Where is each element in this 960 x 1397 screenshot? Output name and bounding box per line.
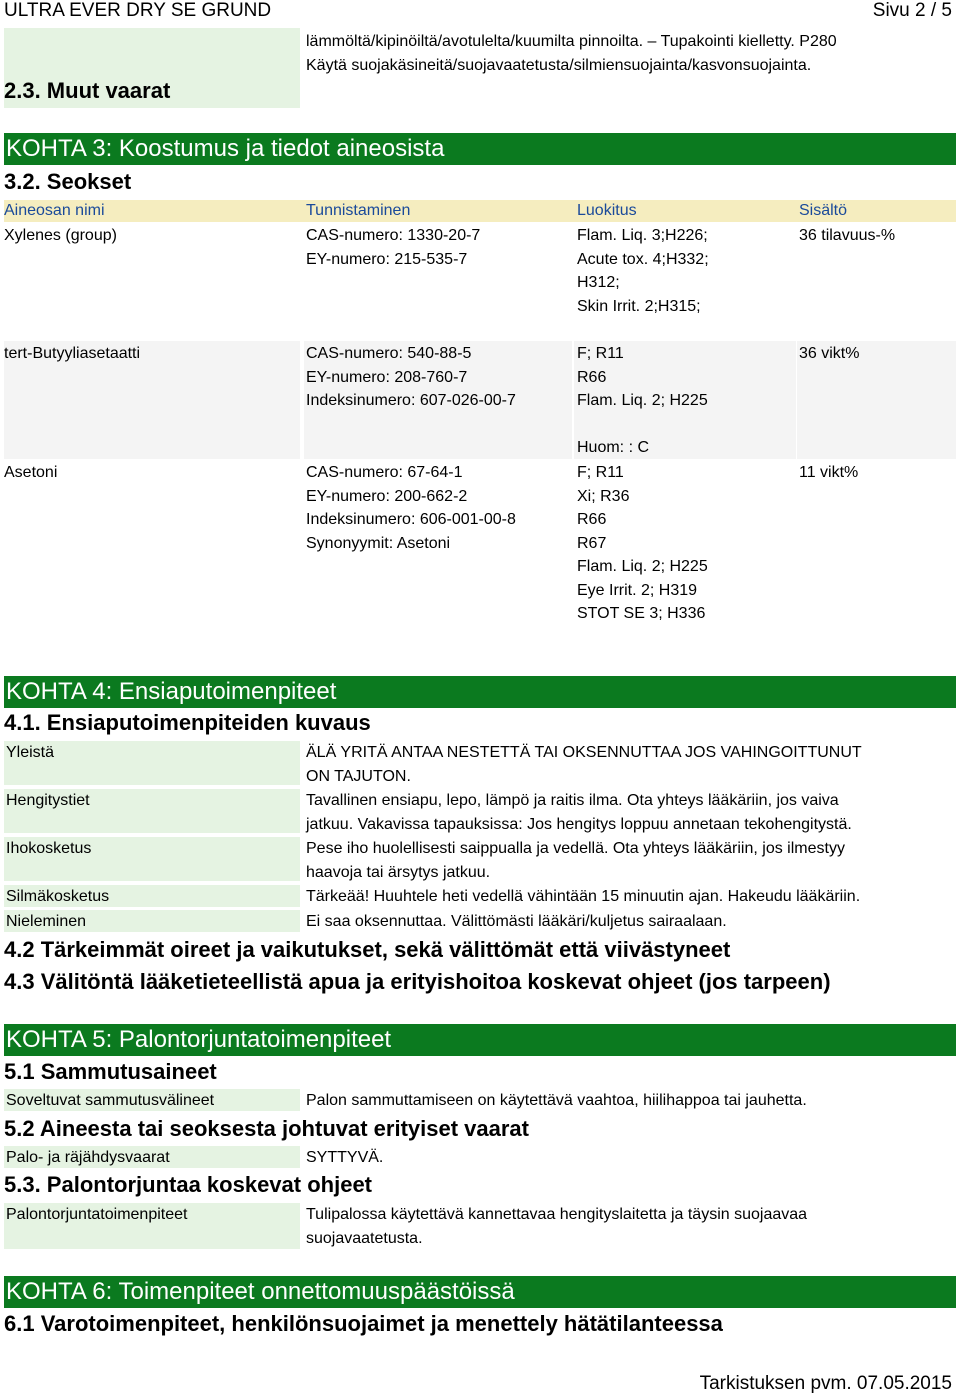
first-aid-text-skin: Pese iho huolellisesti saippualla ja vedellä. Ota yhteys lääkäriin, jos ilmestyy haavoja tai ärsytys jatkuu.: [306, 840, 845, 881]
subsection-3-2-title: 3.2. Seokset: [4, 169, 132, 194]
first-aid-text-inhalation: Tavallinen ensiapu, lepo, lämpö ja raitis ilma. Ota yhteys lääkäriin, jos vaiva jatkuu. Vakavissa tapauksissa: Jos hengitys loppuu annetaan tekohengitystä.: [306, 792, 852, 833]
col-header-name: Aineosan nimi: [4, 202, 105, 219]
section-6-bar: KOHTA 6: Toimenpiteet onnettomuuspäästöissä: [4, 1276, 956, 1308]
section-3-bar: KOHTA 3: Koostumus ja tiedot aineosista: [4, 133, 956, 165]
first-aid-label-ingestion: Nieleminen: [4, 910, 300, 932]
col-header-identification: Tunnistaminen: [306, 202, 411, 219]
first-aid-text-general: ÄLÄ YRITÄ ANTAA NESTETTÄ TAI OKSENNUTTAA JOS VAHINGOITTUNUT ON TAJUTON.: [306, 744, 862, 785]
subsection-4-3-title: 4.3 Välitöntä lääketieteellistä apua ja erityishoitoa koskevat ohjeet (jos tarpeen): [4, 969, 831, 994]
hazard-statements-continued: lämmöltä/kipinöiltä/avotulelta/kuumilta pinnoilta. – Tupakointi kielletty. P280 Käytä suojakäsineitä/suojavaatetusta/silmiensuojainta/kasvonsuojainta.: [306, 33, 837, 74]
subsection-4-2-title: 4.2 Tärkeimmät oireet ja vaikutukset, sekä välittömät että viivästyneet: [4, 937, 731, 962]
subsection-6-1-title: 6.1 Varotoimenpiteet, henkilönsuojaimet ja menettely hätätilanteessa: [4, 1311, 723, 1336]
page-number: Sivu 2 / 5: [872, 0, 952, 21]
ingredient-classification: F; R11 Xi; R36 R66 R67 Flam. Liq. 2; H225 Eye Irrit. 2; H319 STOT SE 3; H336: [577, 464, 708, 622]
first-aid-label-inhalation: Hengitystiet: [4, 789, 300, 833]
col-header-classification: Luokitus: [577, 202, 637, 219]
revision-date: Tarkistuksen pvm. 07.05.2015: [699, 1373, 952, 1394]
subsection-4-1-title: 4.1. Ensiaputoimenpiteiden kuvaus: [4, 710, 371, 735]
subsection-5-1-title: 5.1 Sammutusaineet: [4, 1059, 217, 1084]
col-header-content: Sisältö: [799, 202, 848, 219]
first-aid-text-ingestion: Ei saa oksennuttaa. Välittömästi lääkäri/kuljetus sairaalaan.: [306, 913, 727, 930]
section-5-bar: KOHTA 5: Palontorjuntatoimenpiteet: [4, 1024, 956, 1056]
ingredient-content: 36 vikt%: [799, 345, 860, 362]
ingredient-identification: CAS-numero: 540-88-5 EY-numero: 208-760-7 Indeksinumero: 607-026-00-7: [306, 345, 516, 409]
ingredient-classification: Flam. Liq. 3;H226; Acute tox. 4;H332; H312; Skin Irrit. 2;H315;: [577, 227, 709, 315]
ingredient-identification: CAS-numero: 1330-20-7 EY-numero: 215-535-7: [306, 227, 481, 268]
extinguishing-media-label: Soveltuvat sammutusvälineet: [4, 1089, 300, 1111]
composition-table-header: [4, 200, 956, 222]
ingredient-name: Xylenes (group): [4, 227, 117, 244]
ingredient-name: tert-Butyyliasetaatti: [4, 345, 141, 362]
ingredient-content: 36 tilavuus-%: [799, 227, 896, 244]
firefighting-measures-text: Tulipalossa käytettävä kannettavaa hengityslaitetta ja täysin suojaavaa suojavaatetusta.: [306, 1206, 808, 1247]
ingredient-name: Asetoni: [4, 464, 58, 481]
extinguishing-media-text: Palon sammuttamiseen on käytettävä vaahtoa, hiilihappoa tai jauhetta.: [306, 1092, 807, 1109]
document-title: ULTRA EVER DRY SE GRUND: [4, 0, 272, 21]
subsection-2-3-title: 2.3. Muut vaarat: [4, 78, 171, 103]
ingredient-content: 11 vikt%: [799, 464, 859, 481]
ingredient-classification: F; R11 R66 Flam. Liq. 2; H225 Huom: : C: [577, 345, 708, 456]
ingredient-identification: CAS-numero: 67-64-1 EY-numero: 200-662-2 Indeksinumero: 606-001-00-8 Synonyymit: Asetoni: [306, 464, 516, 552]
fire-hazards-text: SYTTYVÄ.: [306, 1149, 384, 1166]
first-aid-label-general: Yleistä: [4, 741, 300, 785]
first-aid-label-eye: Silmäkosketus: [4, 885, 300, 907]
fire-hazards-label: Palo- ja räjähdysvaarat: [4, 1146, 300, 1168]
firefighting-measures-label: Palontorjuntatoimenpiteet: [4, 1203, 300, 1249]
subsection-5-3-title: 5.3. Palontorjuntaa koskevat ohjeet: [4, 1172, 373, 1197]
section-4-bar: KOHTA 4: Ensiaputoimenpiteet: [4, 676, 956, 708]
subsection-5-2-title: 5.2 Aineesta tai seoksesta johtuvat erityiset vaarat: [4, 1116, 529, 1141]
first-aid-label-skin: Ihokosketus: [4, 837, 300, 881]
first-aid-text-eye: Tärkeää! Huuhtele heti vedellä vähintään 15 minuutin ajan. Hakeudu lääkäriin.: [306, 888, 861, 905]
